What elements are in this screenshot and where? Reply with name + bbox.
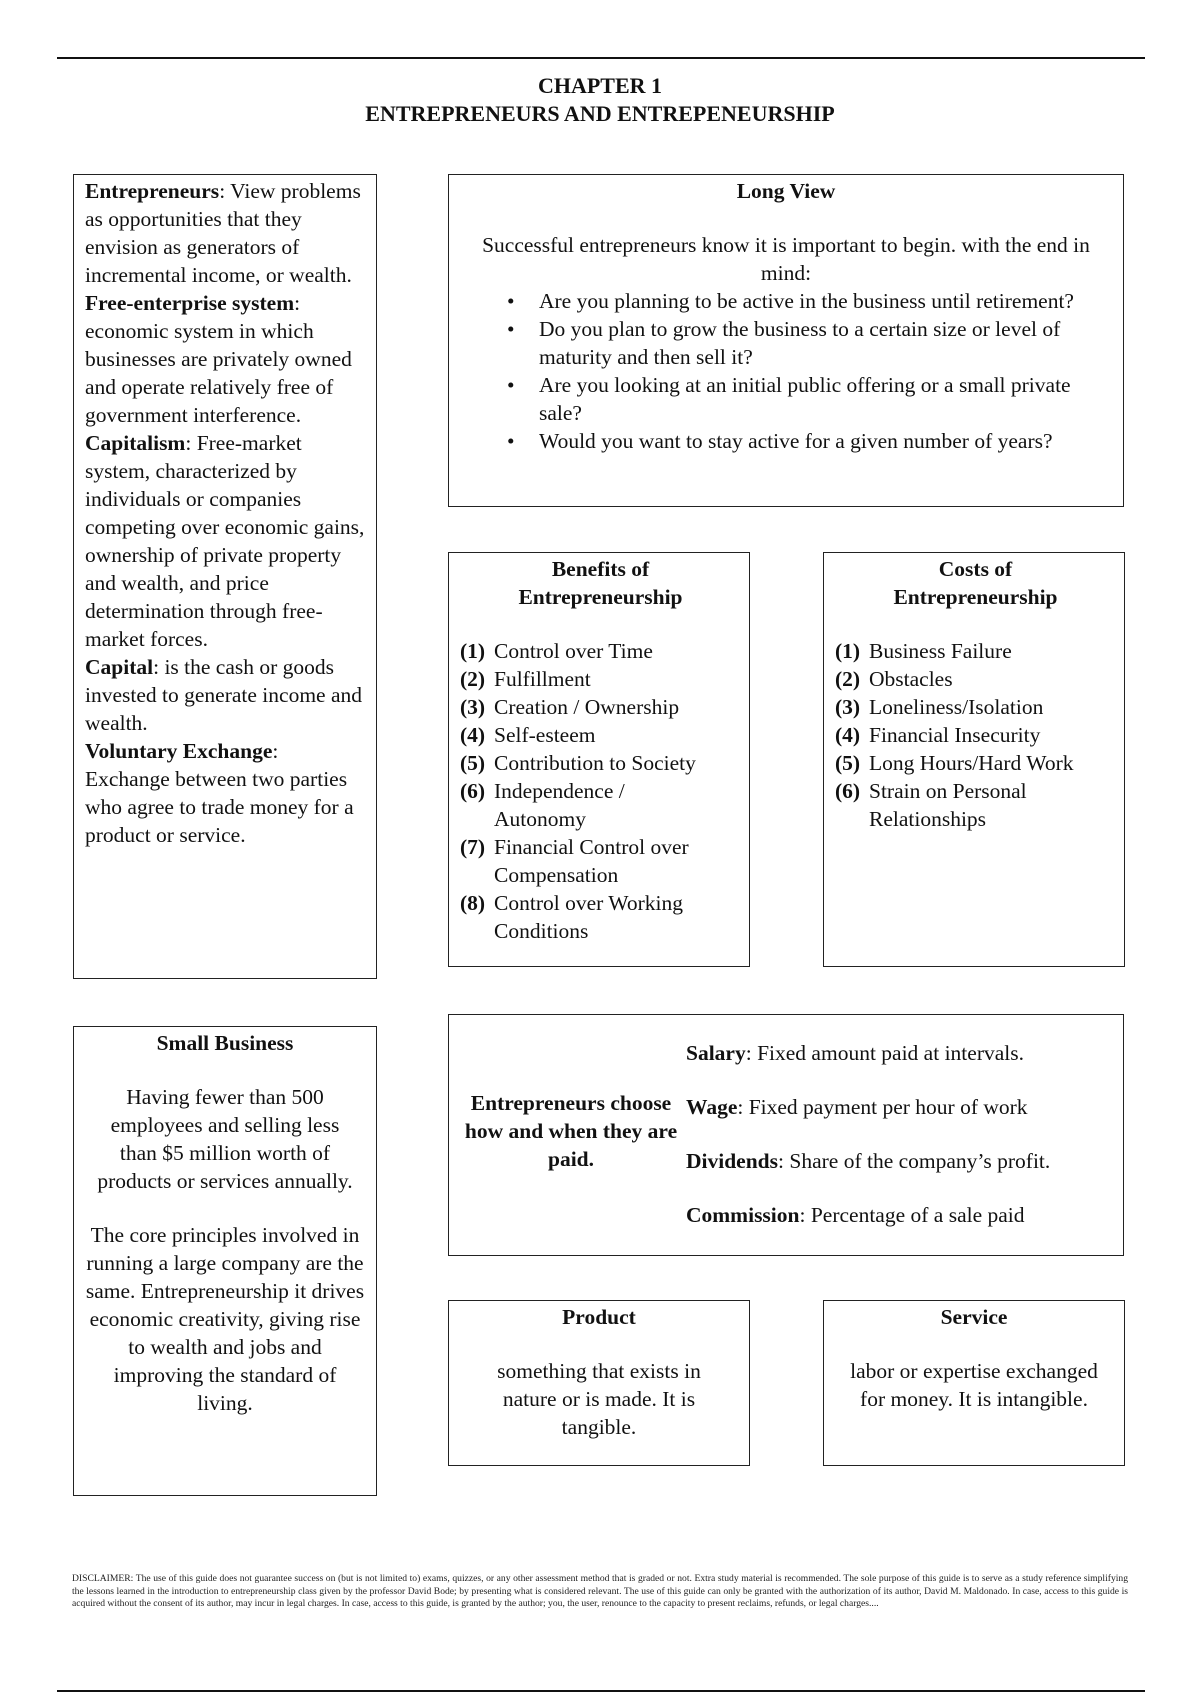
costs-title: Costs of Entrepreneurship — [893, 557, 1058, 609]
disclaimer-text: DISCLAIMER: The use of this guide does not guarantee success on (but is not limited to) exams, quizzes, or any other assessment method that is graded or not. Extra study material is recommended. The sole purpose of this guide is to serve as a study reference simplifying the lessons learned in the introduction to entrepreneurship class given by the professor David Bode; by presenting what is considered relevant. The use of this guide can only be granted with the authorization of its author, David M. Maldonado. In case, access to this guide is acquired without the consent of its author, may incur in legal charges. In case, access to this guide, is granted by the author; you, the user, renounce to the capacity to present reclaims, refunds, or legal charges.... — [72, 1573, 1128, 1609]
pay-options-list — [686, 1039, 1106, 1255]
benefits-box — [448, 552, 750, 967]
cost-item: (3) Loneliness/Isolation — [835, 695, 1044, 719]
benefit-item: (3) Creation / Ownership — [460, 695, 680, 719]
pay-option-wage: Wage: Fixed payment per hour of work — [686, 1095, 1028, 1119]
long-view-box — [448, 174, 1124, 507]
long-view-title: Long View — [736, 179, 836, 203]
product-title: Product — [562, 1305, 636, 1329]
service-box — [823, 1300, 1125, 1466]
long-view-intro: Successful entrepreneurs know it is important to begin. with the end in mind: — [482, 233, 1090, 285]
costs-list — [835, 637, 1116, 833]
definition-capitalism: Capitalism: Free-market system, characterized by individuals or companies competing over economic gains, ownership of private property and wealth, and price determination through free-market forces. — [85, 431, 365, 651]
pay-option-salary: Salary: Fixed amount paid at intervals. — [686, 1041, 1024, 1065]
definition-entrepreneurs: Entrepreneurs: View problems as opportunities that they envision as generators of incremental income, or wealth. — [85, 179, 361, 287]
definitions-box — [73, 174, 377, 979]
pay-option-dividends: Dividends: Share of the company’s profit. — [686, 1149, 1051, 1173]
cost-item: (5) Long Hours/Hard Work — [835, 751, 1074, 775]
costs-box — [823, 552, 1125, 967]
benefit-item: (4) Self-esteem — [460, 723, 596, 747]
long-view-bullet: • Do you plan to grow the business to a certain size or level of maturity and then sell it? — [539, 315, 1113, 371]
chapter-label: CHAPTER 1 — [537, 73, 663, 98]
benefit-item: (2) Fulfillment — [460, 667, 591, 691]
product-box — [448, 1300, 750, 1466]
cost-item: (4) Financial Insecurity — [835, 723, 1041, 747]
small-business-title: Small Business — [156, 1031, 294, 1055]
pay-options-box — [448, 1014, 1124, 1256]
long-view-bullet: • Would you want to stay active for a given number of years? — [539, 427, 1113, 455]
benefit-item: (5) Contribution to Society — [460, 751, 696, 775]
long-view-bullets — [459, 287, 1113, 455]
benefit-item: (8) Control over Working Conditions — [460, 891, 683, 943]
pay-option-commission: Commission: Percentage of a sale paid — [686, 1203, 1025, 1227]
definition-capital: Capital: is the cash or goods invested to generate income and wealth. — [85, 655, 363, 735]
top-rule — [57, 57, 1145, 59]
service-title: Service — [940, 1305, 1008, 1329]
small-business-principles: The core principles involved in running a large company are the same. Entrepreneurship it drives economic creativity, giving rise to wealth and jobs and improving the standard of living. — [85, 1223, 365, 1415]
bottom-rule — [57, 1690, 1145, 1692]
benefit-item: (6) Independence / Autonomy — [460, 779, 625, 831]
page-title: ENTREPRENEURS AND ENTREPENEURSHIP — [365, 101, 835, 126]
small-business-definition: Having fewer than 500 employees and selling less than $5 million worth of products or services annually. — [97, 1085, 353, 1193]
cost-item: (1) Business Failure — [835, 639, 1012, 663]
benefits-title: Benefits of Entrepreneurship — [518, 557, 683, 609]
cost-item: (2) Obstacles — [835, 667, 953, 691]
benefit-item: (1) Control over Time — [460, 639, 653, 663]
service-definition: labor or expertise exchanged for money. It is intangible. — [850, 1359, 1098, 1411]
cost-item: (6) Strain on Personal Relationships — [835, 779, 1027, 831]
product-definition: something that exists in nature or is made. It is tangible. — [497, 1359, 701, 1439]
small-business-box — [73, 1026, 377, 1496]
pay-heading: Entrepreneurs choose how and when they are paid. — [464, 1091, 678, 1171]
definition-free-enterprise: Free-enterprise system: economic system in which businesses are privately owned and operate relatively free of government interference. — [85, 291, 352, 427]
long-view-bullet: • Are you planning to be active in the business until retirement? — [539, 287, 1113, 315]
benefits-list — [460, 637, 741, 945]
long-view-bullet: • Are you looking at an initial public offering or a small private sale? — [539, 371, 1113, 427]
benefit-item: (7) Financial Control over Compensation — [460, 835, 689, 887]
definition-voluntary-exchange: Voluntary Exchange: Exchange between two parties who agree to trade money for a product or service. — [85, 739, 354, 847]
